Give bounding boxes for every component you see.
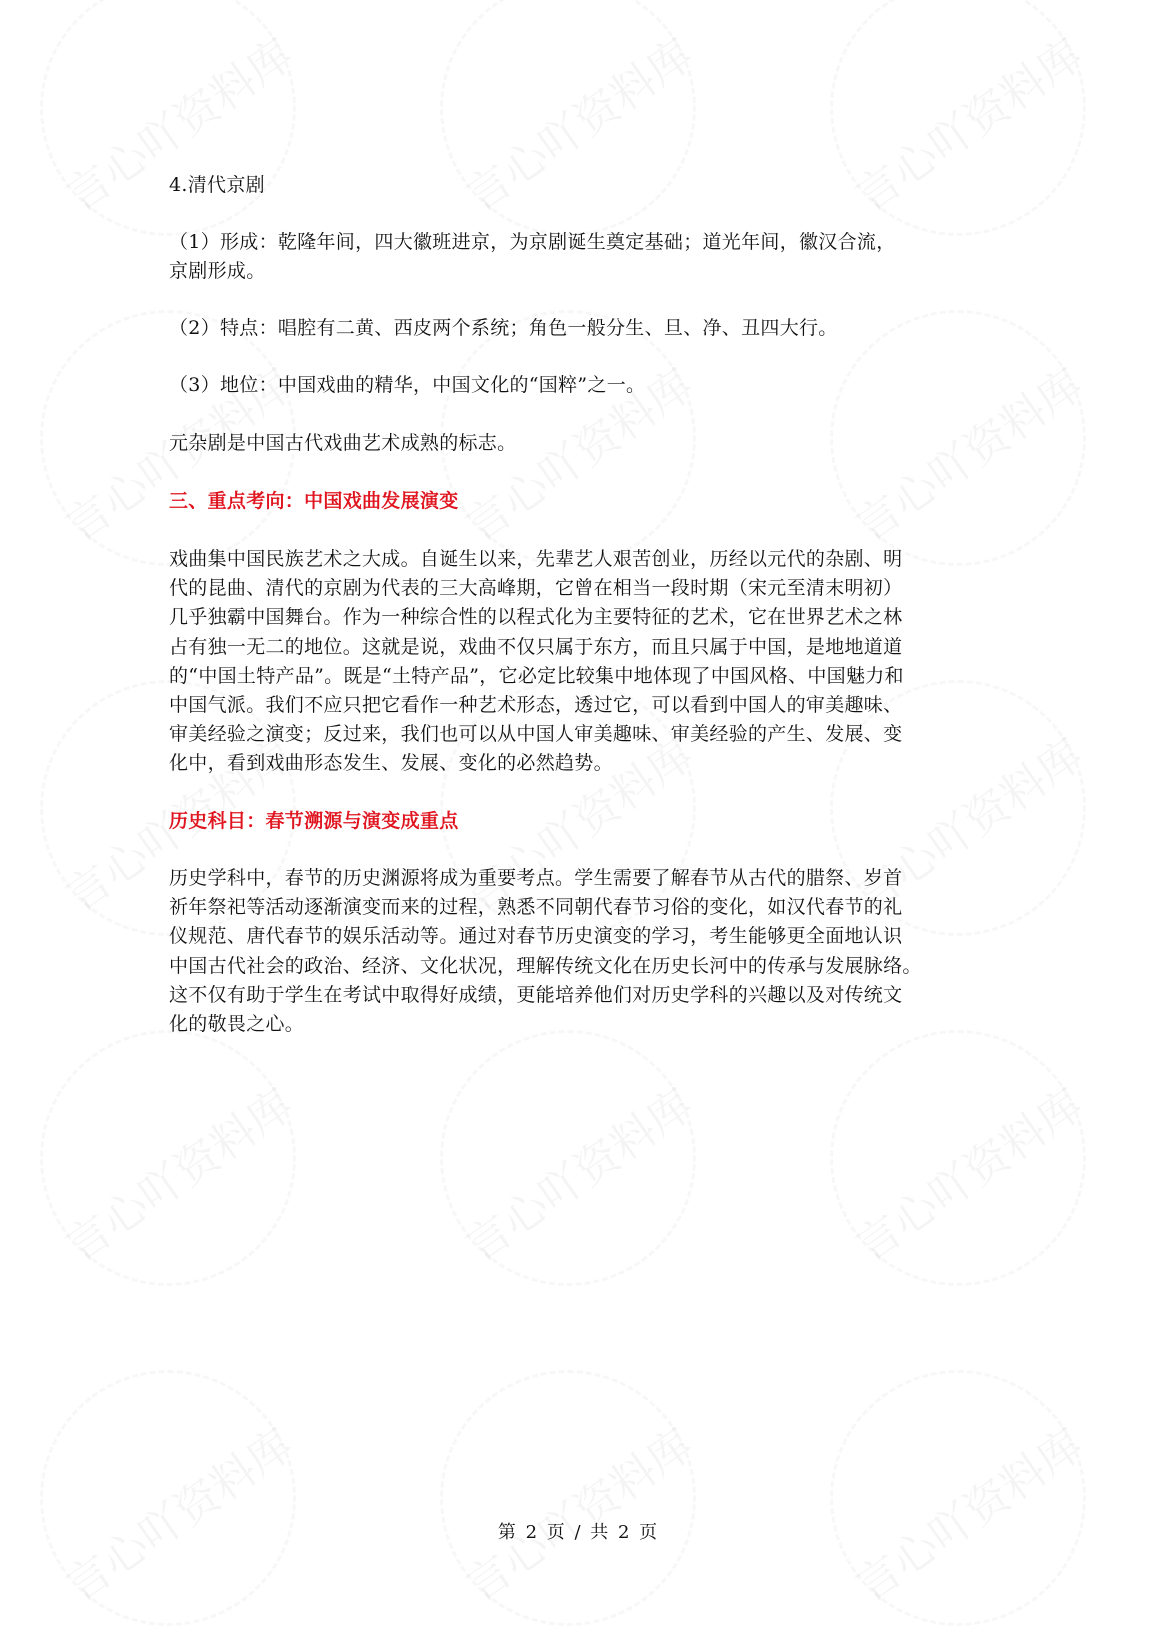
watermark-ring bbox=[830, 1370, 1086, 1626]
watermark-text bbox=[841, 1410, 1094, 1614]
paragraph-line: 代的昆曲、清代的京剧为代表的三大高峰期，它曾在相当一段时期（宋元至清末明初） bbox=[169, 577, 903, 600]
watermark-ring bbox=[440, 0, 696, 236]
watermark-ring bbox=[40, 1370, 296, 1626]
item-features: （2）特点：唱腔有二黄、西皮两个系统；角色一般分生、旦、净、丑四大行。 bbox=[169, 317, 838, 339]
paragraph-line: 历史学科中，春节的历史渊源将成为重要考点。学生需要了解春节从古代的腊祭、岁首 bbox=[169, 867, 903, 889]
watermark-text bbox=[451, 1410, 704, 1614]
item-formation-line1: （1）形成：乾隆年间，四大徽班进京，为京剧诞生奠定基础；道光年间，徽汉合流， bbox=[169, 231, 896, 253]
paragraph-line: 祈年祭祀等活动逐渐演变而来的过程，熟悉不同朝代春节习俗的变化，如汉代春节的礼 bbox=[169, 896, 903, 919]
watermark-ring bbox=[830, 310, 1086, 566]
section-heading-history: 历史科目：春节溯源与演变成重点 bbox=[169, 810, 459, 832]
paragraph-line: 占有独一无二的地位。这就是说，戏曲不仅只属于东方，而且只属于中国，是地地道道 bbox=[169, 635, 903, 658]
paragraph-line: 仪规范、唐代春节的娱乐活动等。通过对春节历史演变的学习，考生能够更全面地认识 bbox=[169, 925, 903, 948]
watermark-ring bbox=[830, 1030, 1086, 1286]
watermark-ring bbox=[40, 0, 296, 236]
watermark-text bbox=[841, 20, 1094, 224]
paragraph-line: 中国古代社会的政治、经济、文化状况，理解传统文化在历史长河中的传承与发展脉络。 bbox=[169, 954, 922, 977]
paragraph-line: 这不仅有助于学生在考试中取得好成绩，更能培养他们对历史学科的兴趣以及对传统文 bbox=[169, 983, 903, 1006]
watermark-ring bbox=[830, 0, 1086, 236]
watermark-text bbox=[51, 1070, 304, 1274]
paragraph-line: 中国气派。我们不应只把它看作一种艺术形态，透过它，可以看到中国人的审美趣味、 bbox=[169, 694, 903, 716]
note-yuan-zaju: 元杂剧是中国古代戏曲艺术成熟的标志。 bbox=[169, 432, 517, 454]
section-heading-key-topic: 三、重点考向：中国戏曲发展演变 bbox=[169, 490, 459, 512]
item-formation-line2: 京剧形成。 bbox=[169, 260, 266, 282]
watermark-text bbox=[841, 350, 1094, 554]
watermark-text bbox=[51, 1410, 304, 1614]
paragraph-line: 化中，看到戏曲形态发生、发展、变化的必然趋势。 bbox=[169, 752, 613, 775]
watermark-text bbox=[841, 1070, 1094, 1274]
watermark-ring bbox=[440, 1370, 696, 1626]
watermark-text bbox=[451, 1070, 704, 1274]
watermark-ring bbox=[40, 1030, 296, 1286]
paragraph-line: 审美经验之演变；反过来，我们也可以从中国人审美趣味、审美经验的产生、发展、变 bbox=[169, 723, 903, 746]
paragraph-line: 几乎独霸中国舞台。作为一种综合性的以程式化为主要特征的艺术，它在世界艺术之林 bbox=[169, 606, 903, 629]
watermark-text bbox=[451, 20, 704, 224]
section-heading-qing-opera: 4.清代京剧 bbox=[169, 174, 265, 196]
paragraph-line: 化的敬畏之心。 bbox=[169, 1013, 305, 1035]
page-footer: 第 2 页 / 共 2 页 bbox=[497, 1522, 660, 1543]
item-status: （3）地位：中国戏曲的精华，中国文化的“国粹”之一。 bbox=[169, 374, 646, 396]
paragraph-line: 的“中国土特产品”。既是“土特产品”，它必定比较集中地体现了中国风格、中国魅力和 bbox=[169, 664, 904, 687]
watermark-ring bbox=[440, 1030, 696, 1286]
paragraph-line: 戏曲集中国民族艺术之大成。自诞生以来，先辈艺人艰苦创业，历经以元代的杂剧、明 bbox=[169, 548, 903, 570]
